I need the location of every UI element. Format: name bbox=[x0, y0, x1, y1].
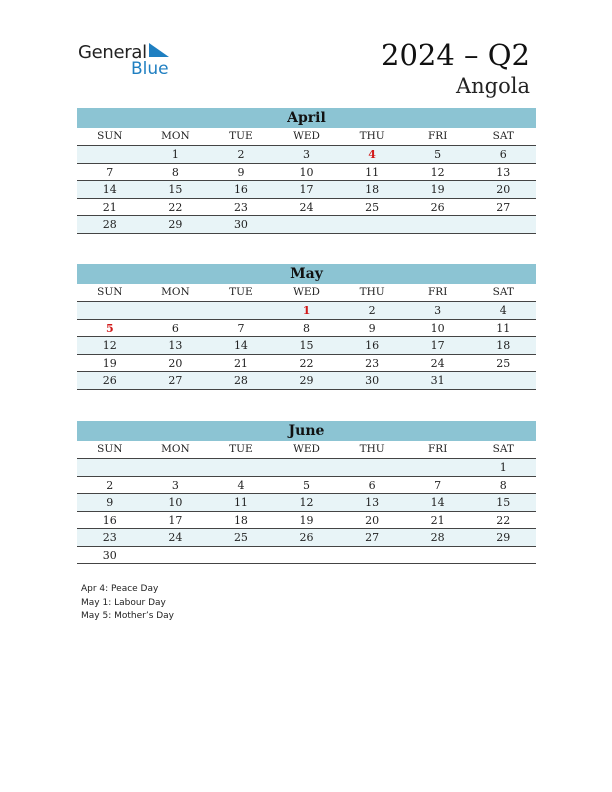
day-cell: 7 bbox=[434, 478, 442, 492]
day-cell: 4 bbox=[499, 304, 507, 317]
day-cell: 30 bbox=[365, 374, 380, 387]
week-row bbox=[77, 181, 536, 199]
weekday-label: SAT bbox=[492, 130, 514, 142]
day-cell: 2 bbox=[237, 148, 245, 161]
day-cell: 29 bbox=[496, 531, 511, 544]
day-cell: 1 bbox=[302, 304, 311, 317]
week-row bbox=[77, 355, 536, 373]
week-row bbox=[77, 146, 536, 164]
weekday-label: SUN bbox=[97, 286, 123, 298]
weekday-row bbox=[77, 284, 536, 302]
weekday-label: SAT bbox=[492, 286, 514, 298]
week-row bbox=[77, 477, 536, 495]
day-cell bbox=[274, 547, 340, 564]
day-cell: 15 bbox=[299, 339, 314, 352]
day-cell: 27 bbox=[168, 374, 183, 387]
week-row bbox=[77, 372, 536, 390]
day-cell: 25 bbox=[496, 356, 511, 370]
day-cell: 9 bbox=[106, 496, 114, 509]
day-cell: 31 bbox=[430, 374, 445, 387]
day-cell bbox=[208, 302, 274, 319]
day-cell: 7 bbox=[106, 165, 114, 179]
weekday-label: SUN bbox=[97, 443, 123, 455]
day-cell: 14 bbox=[430, 496, 445, 509]
logo-triangle-icon bbox=[149, 43, 169, 57]
day-cell bbox=[470, 216, 536, 233]
day-cell: 2 bbox=[106, 478, 114, 492]
day-cell: 28 bbox=[430, 531, 445, 544]
day-cell: 23 bbox=[102, 531, 117, 544]
holiday-note: Apr 4: Peace Day bbox=[81, 584, 159, 594]
week-row bbox=[77, 547, 536, 565]
day-cell: 17 bbox=[299, 183, 314, 196]
day-cell: 8 bbox=[499, 478, 507, 492]
day-cell: 29 bbox=[299, 374, 314, 387]
day-cell: 15 bbox=[168, 183, 183, 196]
day-cell: 24 bbox=[430, 356, 445, 370]
day-cell bbox=[208, 459, 274, 476]
day-cell: 2 bbox=[368, 304, 376, 317]
day-cell: 4 bbox=[368, 148, 376, 161]
day-cell: 15 bbox=[496, 496, 511, 509]
day-cell: 26 bbox=[299, 531, 314, 544]
day-cell: 18 bbox=[233, 513, 248, 527]
weekday-label: SAT bbox=[492, 443, 514, 455]
day-cell: 30 bbox=[102, 548, 117, 562]
day-cell: 5 bbox=[105, 321, 114, 335]
day-cell: 5 bbox=[303, 478, 311, 492]
weekday-label: THU bbox=[359, 130, 385, 142]
day-cell: 4 bbox=[237, 478, 245, 492]
day-cell bbox=[143, 302, 209, 319]
day-cell: 20 bbox=[365, 513, 380, 527]
day-cell bbox=[405, 459, 471, 476]
logo-word-blue: Blue bbox=[131, 59, 169, 79]
day-cell: 21 bbox=[102, 200, 117, 214]
day-cell: 10 bbox=[299, 165, 314, 179]
day-cell: 13 bbox=[365, 496, 380, 509]
day-cell: 29 bbox=[168, 218, 183, 231]
month-header: June bbox=[77, 421, 536, 441]
holiday-note: May 5: Mother’s Day bbox=[81, 611, 175, 621]
day-cell: 24 bbox=[168, 531, 183, 544]
day-cell bbox=[274, 459, 340, 476]
day-cell: 26 bbox=[102, 374, 117, 387]
day-cell: 6 bbox=[499, 148, 507, 161]
weekday-label: MON bbox=[161, 130, 190, 142]
day-cell: 12 bbox=[102, 339, 117, 352]
day-cell bbox=[77, 146, 143, 163]
day-cell: 30 bbox=[233, 218, 248, 231]
day-cell: 3 bbox=[171, 478, 179, 492]
day-cell: 16 bbox=[365, 339, 380, 352]
day-cell: 20 bbox=[496, 183, 511, 196]
day-cell bbox=[470, 372, 536, 389]
week-row bbox=[77, 459, 536, 477]
week-row bbox=[77, 512, 536, 530]
month-april bbox=[77, 108, 536, 234]
day-cell: 3 bbox=[303, 148, 311, 161]
day-cell: 16 bbox=[233, 183, 248, 196]
day-cell: 27 bbox=[496, 200, 511, 214]
day-cell bbox=[405, 216, 471, 233]
day-cell: 5 bbox=[434, 148, 442, 161]
day-cell: 24 bbox=[299, 200, 314, 214]
day-cell bbox=[143, 459, 209, 476]
weekday-label: FRI bbox=[428, 286, 448, 298]
holiday-notes bbox=[81, 583, 174, 624]
day-cell: 6 bbox=[171, 321, 179, 335]
day-cell: 21 bbox=[430, 513, 445, 527]
weekday-label: MON bbox=[161, 286, 190, 298]
day-cell: 22 bbox=[168, 200, 183, 214]
weekday-label: SUN bbox=[97, 130, 123, 142]
weekday-label: WED bbox=[293, 443, 320, 455]
day-cell: 11 bbox=[365, 165, 380, 179]
day-cell: 1 bbox=[499, 461, 507, 474]
day-cell: 9 bbox=[368, 321, 376, 335]
week-row bbox=[77, 320, 536, 338]
country-name: Angola bbox=[455, 74, 530, 98]
week-row bbox=[77, 216, 536, 234]
logo bbox=[78, 40, 178, 80]
weekday-label: FRI bbox=[428, 443, 448, 455]
day-cell: 6 bbox=[368, 478, 376, 492]
month-may bbox=[77, 264, 536, 390]
week-row bbox=[77, 494, 536, 512]
day-cell: 12 bbox=[430, 165, 445, 179]
day-cell bbox=[339, 459, 405, 476]
day-cell: 22 bbox=[496, 513, 511, 527]
day-cell: 18 bbox=[365, 183, 380, 196]
day-cell bbox=[274, 216, 340, 233]
day-cell: 19 bbox=[430, 183, 445, 196]
day-cell bbox=[339, 547, 405, 564]
day-cell: 23 bbox=[233, 200, 248, 214]
logo-word-general: General bbox=[78, 42, 147, 63]
day-cell: 11 bbox=[233, 496, 248, 509]
weekday-row bbox=[77, 441, 536, 459]
day-cell: 23 bbox=[365, 356, 380, 370]
day-cell bbox=[77, 459, 143, 476]
day-cell: 13 bbox=[168, 339, 183, 352]
day-cell bbox=[470, 547, 536, 564]
day-cell: 25 bbox=[233, 531, 248, 544]
day-cell bbox=[339, 216, 405, 233]
day-cell: 10 bbox=[430, 321, 445, 335]
weekday-label: WED bbox=[293, 130, 320, 142]
day-cell bbox=[77, 302, 143, 319]
day-cell: 14 bbox=[233, 339, 248, 352]
day-cell: 10 bbox=[168, 496, 183, 509]
weekday-label: TUE bbox=[229, 443, 253, 455]
day-cell: 3 bbox=[434, 304, 442, 317]
day-cell: 14 bbox=[102, 183, 117, 196]
weekday-label: THU bbox=[359, 286, 385, 298]
day-cell: 11 bbox=[496, 321, 511, 335]
day-cell: 17 bbox=[168, 513, 183, 527]
day-cell: 25 bbox=[365, 200, 380, 214]
day-cell bbox=[143, 547, 209, 564]
weekday-label: WED bbox=[293, 286, 320, 298]
day-cell: 19 bbox=[299, 513, 314, 527]
holiday-note: May 1: Labour Day bbox=[81, 597, 166, 608]
day-cell: 22 bbox=[299, 356, 314, 370]
day-cell: 28 bbox=[102, 218, 117, 231]
weekday-row bbox=[77, 128, 536, 146]
day-cell: 21 bbox=[233, 356, 248, 370]
day-cell: 1 bbox=[171, 148, 179, 161]
week-row bbox=[77, 529, 536, 547]
day-cell: 8 bbox=[171, 165, 179, 179]
day-cell: 9 bbox=[237, 165, 245, 179]
weekday-label: THU bbox=[359, 443, 385, 455]
month-header: May bbox=[77, 264, 536, 284]
day-cell bbox=[208, 547, 274, 564]
day-cell: 28 bbox=[233, 374, 248, 387]
week-row bbox=[77, 302, 536, 320]
month-header: April bbox=[77, 108, 536, 128]
week-row bbox=[77, 337, 536, 355]
weekday-label: TUE bbox=[229, 130, 253, 142]
week-row bbox=[77, 199, 536, 217]
day-cell: 12 bbox=[299, 496, 314, 509]
weekday-label: MON bbox=[161, 443, 190, 455]
day-cell bbox=[405, 547, 471, 564]
weekday-label: TUE bbox=[229, 286, 253, 298]
day-cell: 18 bbox=[496, 339, 511, 352]
day-cell: 27 bbox=[365, 531, 380, 544]
day-cell: 16 bbox=[102, 513, 117, 527]
day-cell: 26 bbox=[430, 200, 445, 214]
day-cell: 17 bbox=[430, 339, 445, 352]
day-cell: 8 bbox=[303, 321, 311, 335]
day-cell: 19 bbox=[102, 356, 117, 370]
day-cell: 7 bbox=[237, 321, 245, 335]
day-cell: 20 bbox=[168, 356, 183, 370]
page-title: 2024 – Q2 bbox=[381, 38, 530, 72]
weekday-label: FRI bbox=[428, 130, 448, 142]
month-june bbox=[77, 421, 536, 564]
day-cell: 13 bbox=[496, 165, 511, 179]
week-row bbox=[77, 164, 536, 182]
